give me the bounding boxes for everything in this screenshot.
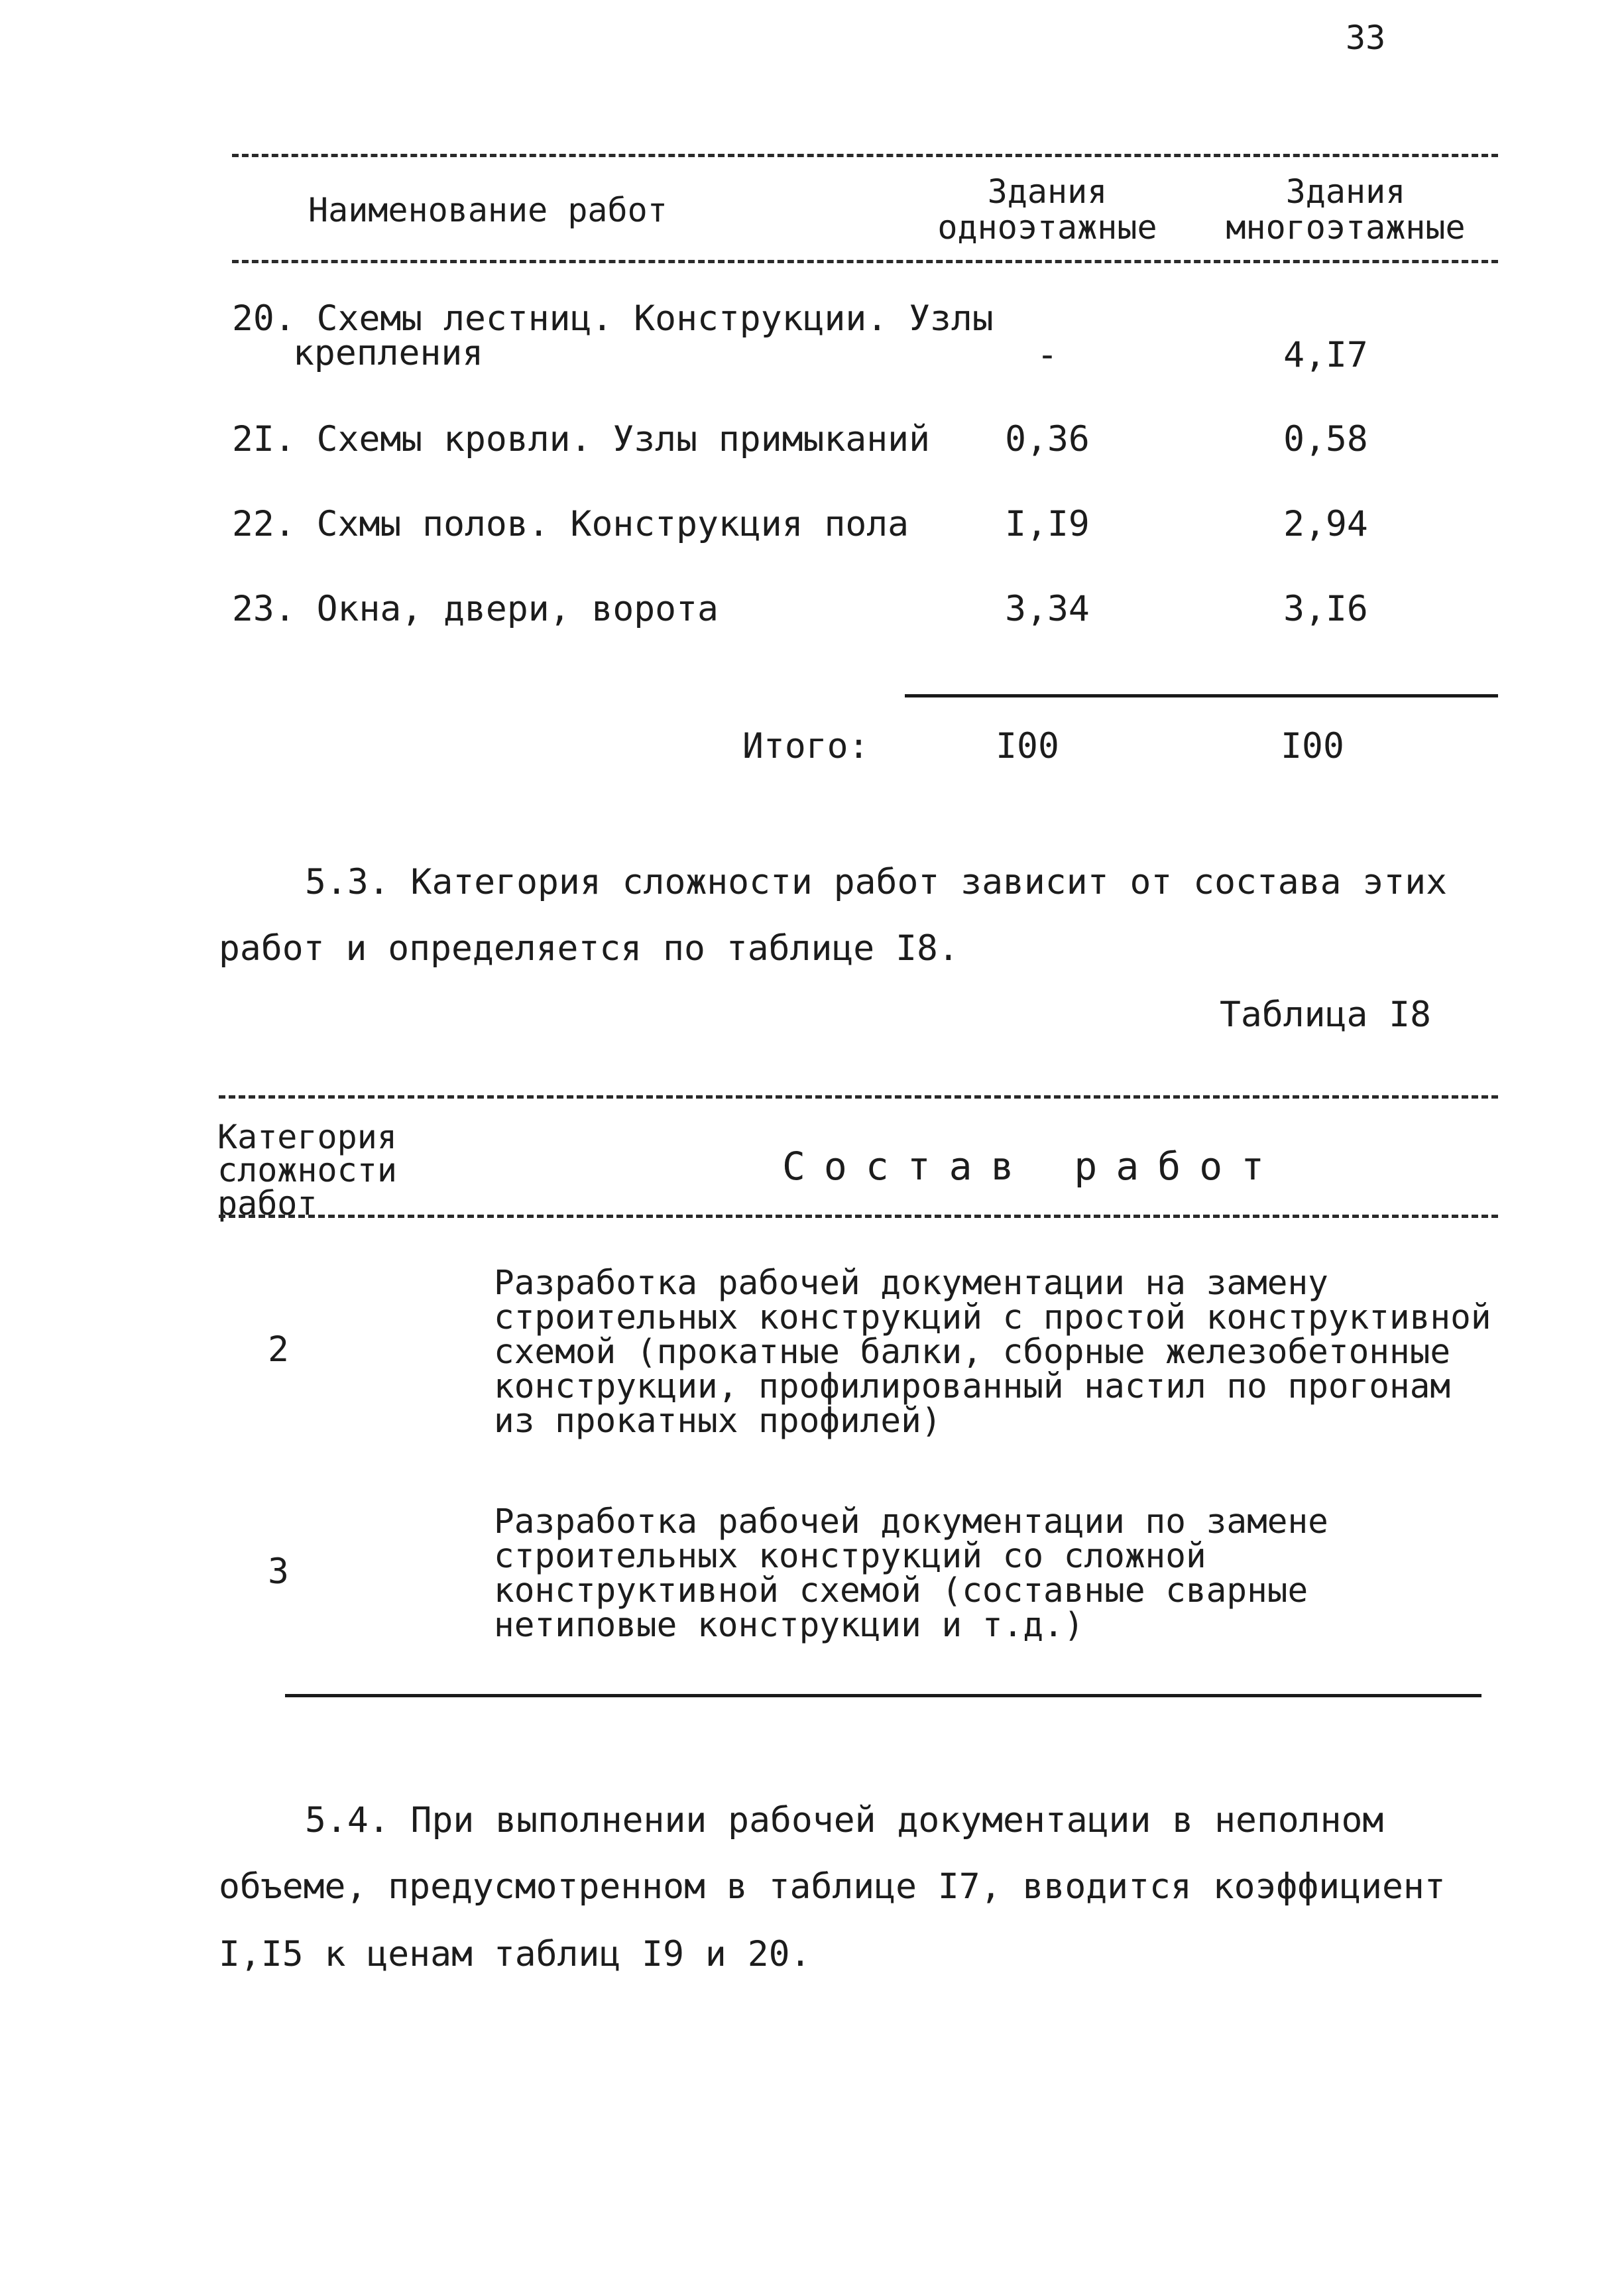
table-18-caption: Таблица I8	[1220, 995, 1432, 1035]
row-value-multi: 2,94	[1283, 504, 1368, 544]
header-multi-storey: Здания многоэтажные	[1226, 172, 1466, 247]
header-single-storey: Здания одноэтажные	[937, 172, 1157, 247]
row-value-single: I,I9	[1005, 504, 1090, 544]
header-bottom-rule	[219, 1215, 1498, 1218]
header-category: Категория сложности работ	[217, 1118, 397, 1223]
header-work-composition: Состав работ	[782, 1144, 1283, 1189]
table-row: 23. Окна, двери, ворота	[232, 589, 719, 629]
row-value-single: 0,36	[1005, 419, 1090, 459]
header-bottom-rule	[232, 260, 1498, 263]
page-number: 33	[1346, 19, 1386, 57]
total-label: Итого:	[742, 726, 870, 766]
row-value-multi: 3,I6	[1283, 589, 1368, 629]
row-value-single: 3,34	[1005, 589, 1090, 629]
table-row: 2I. Схемы кровли. Узлы примыканий	[232, 419, 930, 459]
paragraph-5-4-line2: объеме, предусмотренном в таблице I7, вводится коэффициент	[219, 1866, 1446, 1907]
row-value-single: -	[1037, 335, 1058, 375]
table-top-rule	[232, 154, 1498, 157]
table-row: 22. Схмы полов. Конструкция пола	[232, 504, 909, 544]
paragraph-5-4-line3: I,I5 к ценам таблиц I9 и 20.	[219, 1934, 811, 1974]
table-top-rule	[219, 1095, 1498, 1099]
paragraph-5-3-line2: работ и определяется по таблице I8.	[219, 928, 959, 969]
work-description: Разработка рабочей документации на замену строительных конструкций с простой конструктивной схемой (прокатные балки, сборные железобетонные конструкции, профилированный настил по прогонам из прокатных профилей)	[494, 1264, 1491, 1441]
paragraph-5-3-line1: 5.3. Категория сложности работ зависит от состава этих	[305, 862, 1448, 902]
row-value-multi: 4,I7	[1283, 335, 1368, 375]
table-bottom-rule	[285, 1694, 1481, 1697]
total-multi: I00	[1281, 726, 1344, 766]
header-name: Наименование работ	[308, 191, 667, 229]
total-rule	[905, 694, 1498, 697]
total-single: I00	[996, 726, 1059, 766]
work-description: Разработка рабочей документации по замене строительных конструкций со сложной конструктивной схемой (составные сварные нетиповые конструкции и т.д.)	[494, 1502, 1328, 1645]
category-value: 3	[268, 1551, 289, 1592]
category-value: 2	[268, 1329, 289, 1370]
row-value-multi: 0,58	[1283, 419, 1368, 459]
table-row: 20. Схемы лестниц. Конструкции. Узлы крепления	[232, 298, 994, 373]
paragraph-5-4-line1: 5.4. При выполнении рабочей документации в неполном	[305, 1800, 1384, 1840]
